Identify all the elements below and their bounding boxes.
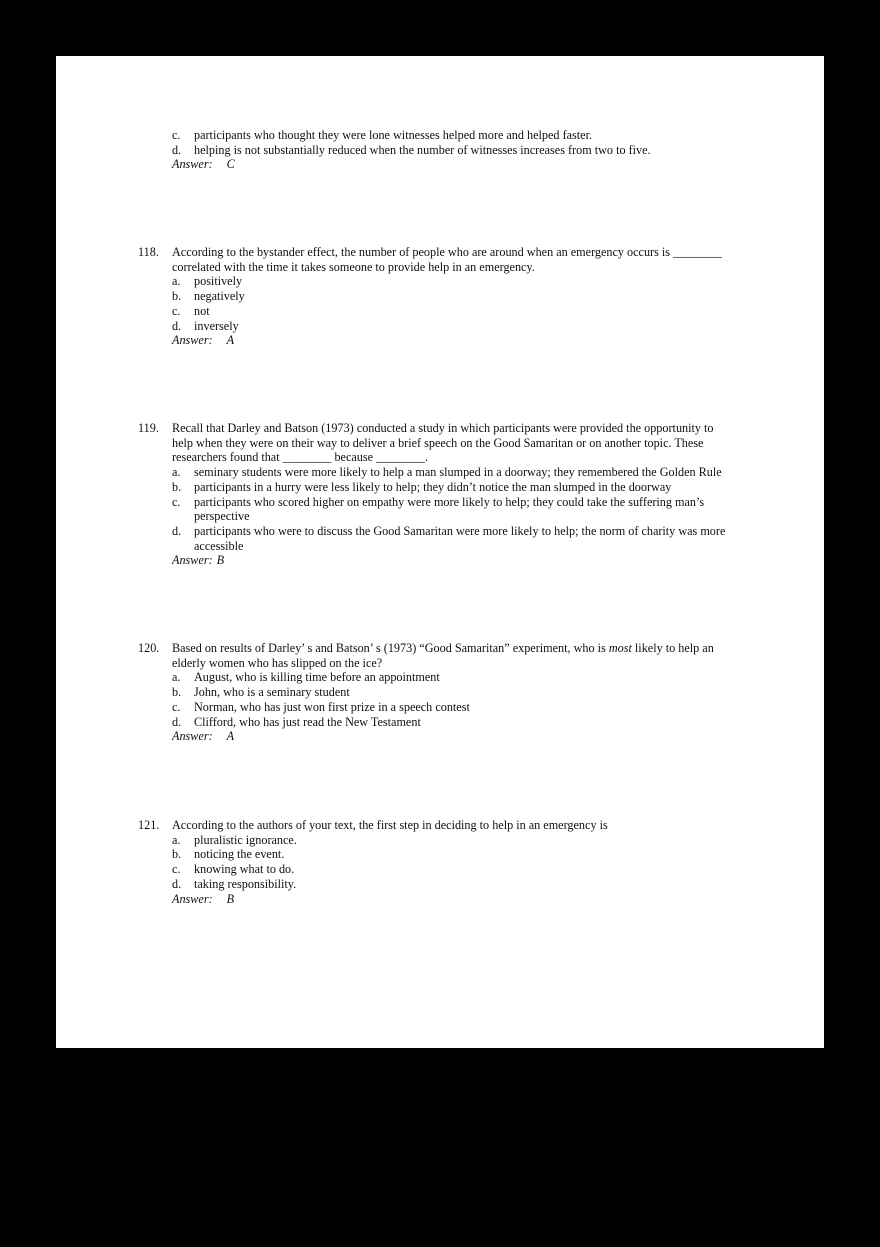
question-stem: help when they were on their way to deliver a brief speech on the Good Samaritan or on another topic. These	[172, 435, 704, 450]
answer-line	[172, 157, 235, 172]
option-text: seminary students were more likely to help a man slumped in a doorway; they remembered the Golden Rule	[194, 465, 722, 480]
option-text: positively	[194, 274, 243, 289]
question-stem: According to the bystander effect, the number of people who are around when an emergency occurs is ________	[172, 245, 722, 259]
option-text-continued: perspective	[194, 509, 250, 524]
option-letter: c.	[172, 862, 181, 877]
option-text: participants who were to discuss the Good Samaritan were more likely to help; the norm of charity was more	[194, 523, 726, 538]
option-letter: d.	[172, 876, 182, 891]
option-text: John, who is a seminary student	[194, 685, 350, 700]
option-text: Clifford, who has just read the New Testament	[194, 714, 421, 729]
question-stem: Based on results of Darley’ s and Batson’ s (1973) “Good Samaritan” experiment, who is most likely to help an	[172, 641, 714, 655]
answer-label: Answer:	[172, 333, 213, 348]
answer-value: B	[216, 553, 225, 568]
question-stem: correlated with the time it takes someone to provide help in an emergency.	[172, 259, 535, 274]
answer-value: A	[226, 729, 235, 744]
option-letter: b.	[172, 685, 182, 700]
answer-label: Answer:	[172, 891, 213, 906]
option-text: participants who thought they were lone witnesses helped more and helped faster.	[194, 128, 593, 142]
option-letter: a.	[172, 832, 181, 847]
answer-line	[172, 892, 234, 907]
answer-label: Answer:	[172, 729, 213, 744]
option-text: August, who is killing time before an appointment	[194, 670, 440, 685]
option-letter: a.	[172, 274, 181, 289]
option-text: Norman, who has just won first prize in a speech contest	[194, 699, 470, 714]
answer-line	[172, 553, 224, 568]
option-text: inversely	[194, 318, 239, 333]
emphasis-most: most	[608, 641, 632, 655]
question-stem: elderly women who has slipped on the ice?	[172, 655, 383, 670]
option-letter: c.	[172, 303, 181, 318]
option-letter: c.	[172, 699, 181, 714]
question-number: 119.	[138, 421, 159, 435]
option-letter: c.	[172, 128, 181, 142]
option-letter: d.	[172, 142, 182, 157]
answer-line	[172, 333, 234, 348]
question-stem: researchers found that ________ because ________.	[172, 450, 428, 465]
answer-line	[172, 729, 234, 744]
option-letter: b.	[172, 847, 182, 862]
answer-value: A	[226, 333, 235, 348]
option-text: participants in a hurry were less likely to help; they didn’t notice the man slumped in the doorway	[194, 479, 672, 494]
option-text: participants who scored higher on empathy were more likely to help; they could take the suffering man’s	[194, 494, 705, 509]
option-letter: c.	[172, 494, 181, 509]
option-letter: b.	[172, 289, 182, 304]
question-number: 120.	[138, 641, 160, 655]
option-letter: d.	[172, 523, 182, 538]
answer-value: C	[226, 157, 235, 172]
option-text: noticing the event.	[194, 847, 285, 862]
document-page	[56, 56, 824, 1048]
option-text: helping is not substantially reduced when the number of witnesses increases from two to five.	[194, 142, 651, 157]
option-letter: d.	[172, 714, 182, 729]
answer-value: B	[226, 891, 235, 906]
option-text: negatively	[194, 289, 245, 304]
option-letter: a.	[172, 670, 181, 685]
question-stem: Recall that Darley and Batson (1973) conducted a study in which participants were provided the opportunity to	[172, 421, 714, 435]
option-text: pluralistic ignorance.	[194, 832, 297, 847]
option-letter: a.	[172, 465, 181, 480]
option-text: not	[194, 303, 210, 318]
option-text-continued: accessible	[194, 538, 244, 553]
question-stem: According to the authors of your text, the first step in deciding to help in an emergency is	[172, 818, 608, 832]
answer-label: Answer:	[172, 553, 213, 568]
question-number: 121.	[138, 818, 160, 832]
option-letter: d.	[172, 318, 182, 333]
option-text: taking responsibility.	[194, 876, 297, 891]
answer-label: Answer:	[172, 157, 213, 172]
option-text: knowing what to do.	[194, 862, 295, 877]
option-letter: b.	[172, 479, 182, 494]
question-number: 118.	[138, 245, 159, 259]
